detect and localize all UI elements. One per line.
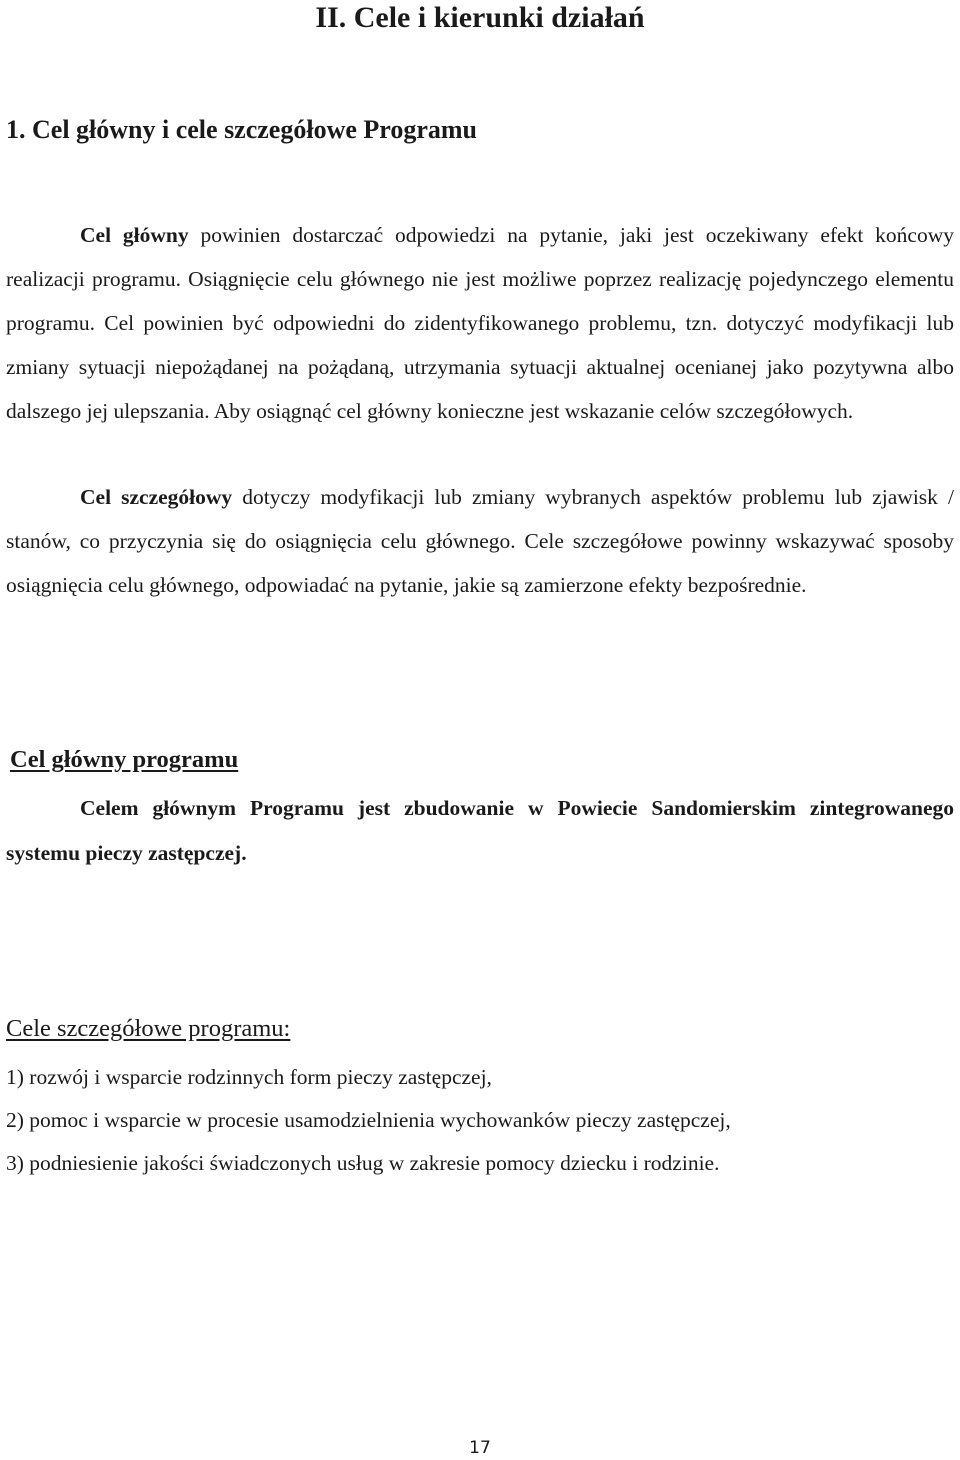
paragraph-specific-goal-definition xyxy=(6,475,954,607)
paragraph-2-text: dotyczy modyfikacji lub zmiany wybranych aspektów problemu lub zjawisk / stanów, co przyczynia się do osiągnięcia celu głównego. Cele szczegółowe powinny wskazywać sposoby osiągnięcia celu głównego, odpowiadać na pytanie, jakie są zamierzone efekty bezpośrednie. xyxy=(6,485,954,597)
specific-goals-heading: Cele szczegółowe programu: xyxy=(6,1015,291,1042)
paragraph-main-goal-definition xyxy=(6,213,954,433)
term-specific-goal: Cel szczegółowy xyxy=(80,485,233,509)
main-goal-text: Celem głównym Programu jest zbudowanie w Powiecie Sandomierskim zintegrowanego systemu pieczy zastępczej. xyxy=(6,796,954,865)
page-number: 17 xyxy=(469,1438,491,1458)
chapter-title: II. Cele i kierunki działań xyxy=(315,1,645,34)
list-item: 3) podniesienie jakości świadczonych usług w zakresie pomocy dziecku i rodzinie. xyxy=(6,1151,720,1175)
list-item: 1) rozwój i wsparcie rodzinnych form pieczy zastępczej, xyxy=(6,1065,492,1089)
section-title: 1. Cel główny i cele szczegółowe Programu xyxy=(6,115,477,144)
paragraph-1-text: powinien dostarczać odpowiedzi na pytanie, jaki jest oczekiwany efekt końcowy realizacji programu. Osiągnięcie celu głównego nie jest możliwe poprzez realizację pojedynczego elementu programu. Cel powinien być odpowiedni do zidentyfikowanego problemu, tzn. dotyczyć modyfikacji lub zmiany sytuacji niepożądanej na pożądaną, utrzymania sytuacji aktualnej ocenianej jako pozytywna albo dalszego jej ulepszania. Aby osiągnąć cel główny konieczne jest wskazanie celów szczegółowych. xyxy=(6,223,955,423)
specific-goals-list xyxy=(6,1056,954,1185)
term-main-goal: Cel główny xyxy=(80,223,189,247)
list-item: 2) pomoc i wsparcie w procesie usamodzielnienia wychowanków pieczy zastępczej, xyxy=(6,1108,731,1132)
main-goal-heading: Cel główny programu xyxy=(10,746,239,773)
